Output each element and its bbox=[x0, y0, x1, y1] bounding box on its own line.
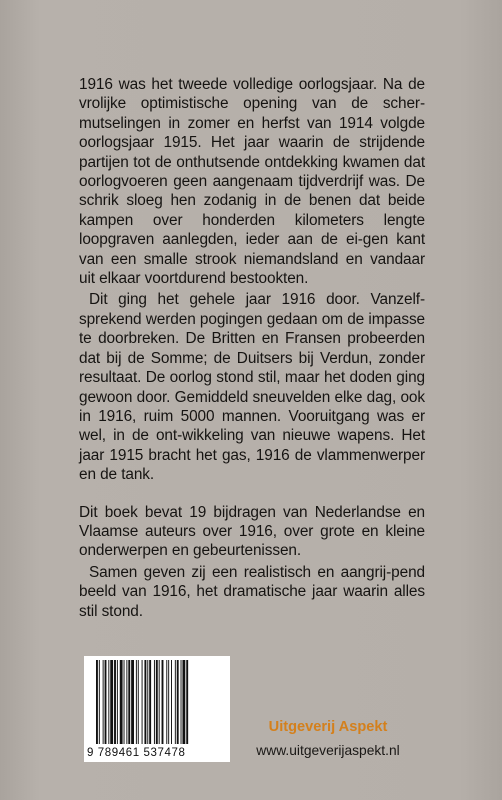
barcode-bar bbox=[96, 660, 98, 744]
barcode-bar bbox=[105, 660, 107, 744]
barcode-bar bbox=[117, 660, 118, 744]
publisher-name: Uitgeverij Aspekt bbox=[268, 719, 388, 735]
barcode-bar bbox=[168, 660, 169, 744]
publisher-block bbox=[238, 718, 418, 760]
barcode-bar bbox=[186, 660, 188, 744]
barcode-bar bbox=[99, 660, 100, 744]
barcode-bar bbox=[136, 660, 137, 744]
barcode-bar bbox=[181, 660, 182, 744]
barcode-bar bbox=[171, 660, 172, 744]
barcode-bar bbox=[103, 660, 104, 744]
blurb-paragraph-3: Dit boek bevat 19 bijdragen van Nederlandse en Vlaamse auteurs over 1916, over grote en kleine onderwerpen en gebeurtenissen. bbox=[79, 503, 425, 560]
isbn-barcode bbox=[84, 656, 230, 762]
blurb-paragraph-1: 1916 was het tweede volledige oorlogsjaar. Na de vrolijke optimistische opening van de scher-mutselingen in zomer en herfst van 1914 volgde oorlogsjaar 1915. Het jaar waarin de strijdende partijen tot de onthutsende ontdekking kwamen dat oorlogvoeren geen aangenaam tijdverdrijf was. De schrik sloeg hen zodanig in de benen dat beide kampen over honderden kilometers lengte loopgraven aanlegden, ieder aan de ei-gen kant van een smalle strook niemandsland en vandaar uit elkaar voortdurend bestookten. bbox=[79, 76, 425, 288]
barcode-bar bbox=[124, 660, 125, 744]
barcode-bar bbox=[138, 660, 139, 744]
barcode-bar bbox=[156, 660, 158, 744]
barcode-bar bbox=[110, 660, 113, 744]
blurb-text bbox=[79, 75, 425, 621]
barcode-bar bbox=[162, 660, 164, 744]
barcode-bar bbox=[159, 660, 160, 744]
barcode-bar bbox=[144, 660, 146, 744]
barcode-bar bbox=[108, 660, 109, 744]
barcode-bar bbox=[177, 660, 179, 744]
barcode-bar bbox=[128, 660, 130, 744]
barcode-bar bbox=[154, 660, 155, 744]
publisher-url: www.uitgeverijaspekt.nl bbox=[256, 743, 400, 758]
barcode-bar bbox=[149, 660, 151, 744]
barcode-bar bbox=[147, 660, 148, 744]
blurb-paragraph-4: Samen geven zij een realistisch en aangrij-pend beeld van 1916, het dramatische jaar waarin alles stil stond. bbox=[79, 563, 425, 620]
barcode-bar bbox=[131, 660, 134, 744]
blurb-paragraph-2: Dit ging het gehele jaar 1916 door. Vanzelf-sprekend werden pogingen gedaan om de impasse te doorbreken. De Britten en Fransen probeerden dat bij de Somme; de Duitsers bij Verdun, zonder resultaat. De oorlog stond stil, maar het doden ging gewoon door. Gemiddeld sneuvelden elke dag, ook in 1916, ruim 5000 mannen. Vooruitgang was er wel, in de ont-wikkeling van nieuwe wapens. Het jaar 1915 bracht het gas, 1916 de vlammenwerper en de tank. bbox=[79, 291, 425, 484]
barcode-bar bbox=[126, 660, 127, 744]
barcode-bar bbox=[175, 660, 176, 744]
barcode-bar bbox=[120, 660, 123, 744]
barcode-bar bbox=[166, 660, 167, 744]
barcode-bar bbox=[142, 660, 143, 744]
barcode-bars bbox=[96, 660, 220, 744]
barcode-bar bbox=[114, 660, 116, 744]
barcode-bar bbox=[182, 660, 185, 744]
isbn-number: 9 789461 537478 bbox=[87, 747, 186, 759]
